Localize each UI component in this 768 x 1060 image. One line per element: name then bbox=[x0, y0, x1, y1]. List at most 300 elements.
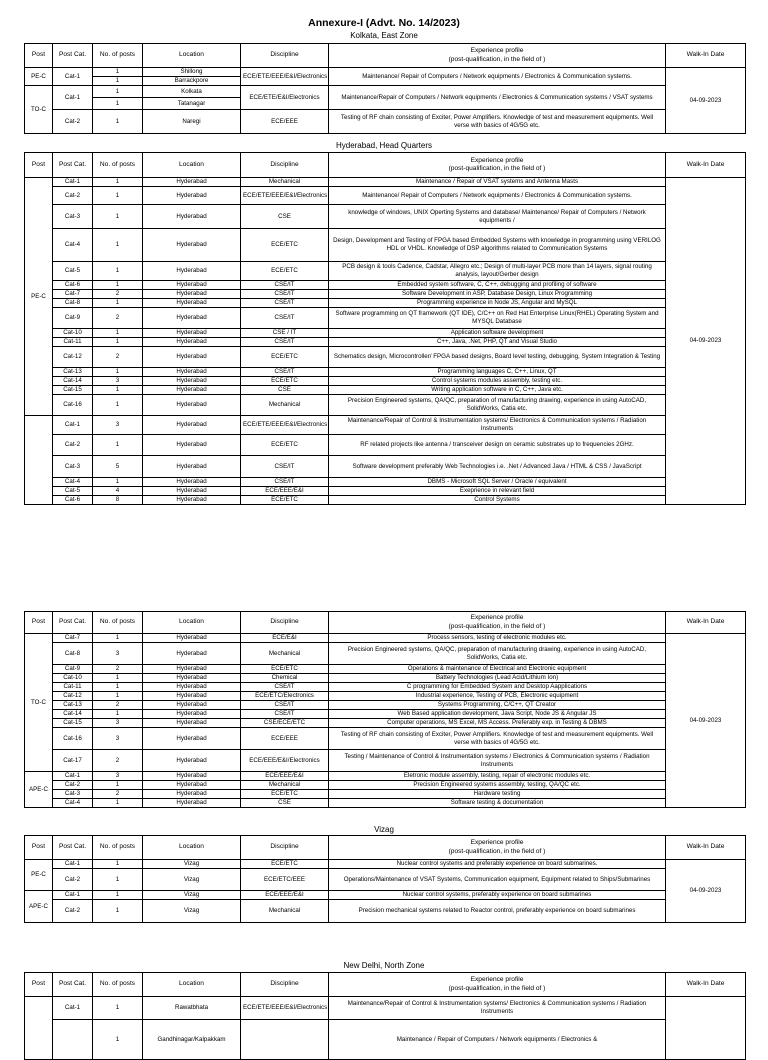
num-posts-cell: 1 bbox=[93, 386, 143, 395]
location-cell: Hyderabad bbox=[143, 281, 241, 290]
location-cell: Hyderabad bbox=[143, 701, 241, 710]
post-cell: APE-C bbox=[25, 891, 53, 923]
experience-cell: Design, Development and Testing of FPGA based Embedded Systems with knowledge in programming using VERILOG HDL or VHDL. Knowledge of DSP algorithms related to Communication Systems bbox=[329, 229, 666, 262]
table-row bbox=[25, 187, 746, 205]
post-cat-cell: Cat-2 bbox=[53, 110, 93, 134]
location-cell: Hyderabad bbox=[143, 187, 241, 205]
experience-cell: Application software development bbox=[329, 329, 666, 338]
post-cell bbox=[25, 416, 53, 505]
discipline-cell: ECE/EEE/E&I bbox=[241, 891, 329, 900]
header-experience-title: Experience profile bbox=[470, 976, 524, 984]
location-cell: Hyderabad bbox=[143, 338, 241, 347]
location-cell: Hyderabad bbox=[143, 634, 241, 643]
experience-cell: Maintenance/Repair of Control & Instrumentation systems/ Electronics & Communication systems / Radiation Instruments bbox=[329, 997, 666, 1020]
header-num-posts: No. of posts bbox=[93, 153, 143, 178]
table-row bbox=[25, 701, 746, 710]
num-posts-cell: 1 bbox=[93, 674, 143, 683]
experience-cell: Software programming on QT framework (QT IDE), C/C++ on Red Hat Enterprise Linux(RHEL) Operating System and MYSQL Database bbox=[329, 308, 666, 329]
num-posts-cell: 1 bbox=[93, 77, 143, 86]
post-cat-cell: Cat-10 bbox=[53, 329, 93, 338]
header-experience bbox=[329, 836, 666, 860]
header-location: Location bbox=[143, 836, 241, 860]
location-cell: Hyderabad bbox=[143, 710, 241, 719]
header-experience-subtitle: (post-qualification, in the field of ) bbox=[448, 984, 546, 992]
experience-cell: Maintenance / Repair of VSAT systems and Antenna Masts bbox=[329, 178, 666, 187]
experience-cell: Nuclear control systems and preferably experience on board submarines. bbox=[329, 860, 666, 869]
num-posts-cell: 3 bbox=[93, 416, 143, 435]
table-row bbox=[25, 643, 746, 665]
discipline-cell: Mechanical bbox=[241, 178, 329, 187]
header-experience-subtitle: (post-qualification, in the field of ) bbox=[448, 55, 546, 63]
posts-table bbox=[24, 152, 746, 505]
table-row bbox=[25, 997, 746, 1020]
table-row bbox=[25, 435, 746, 456]
table-row bbox=[25, 299, 746, 308]
post-cat-cell: Cat-12 bbox=[53, 692, 93, 701]
table-row bbox=[25, 290, 746, 299]
table-row bbox=[25, 377, 746, 386]
num-posts-cell: 1 bbox=[93, 395, 143, 416]
location-cell: Hyderabad bbox=[143, 781, 241, 790]
num-posts-cell: 1 bbox=[93, 187, 143, 205]
post-cat-cell: Cat-7 bbox=[53, 290, 93, 299]
table-row bbox=[25, 860, 746, 869]
document-title: Annexure-I (Advt. No. 14/2023) bbox=[308, 17, 460, 29]
discipline-cell: CSE bbox=[241, 205, 329, 229]
experience-cell: Embedded system software, C, C++, debugging and profiling of software bbox=[329, 281, 666, 290]
table-row bbox=[25, 634, 746, 643]
discipline-cell: ECE/ETC/EEE bbox=[241, 869, 329, 891]
discipline-cell: ECE/EEE/E&I bbox=[241, 772, 329, 781]
num-posts-cell: 2 bbox=[93, 665, 143, 674]
experience-cell: Maintenance/ Repair of Computers / Network equipments / Electronics & Communication systems. bbox=[329, 68, 666, 86]
discipline-cell: Mechanical bbox=[241, 395, 329, 416]
header-walkin-date: Walk-In Date bbox=[666, 612, 746, 634]
header-post-cat: Post Cat. bbox=[53, 836, 93, 860]
location-cell: Hyderabad bbox=[143, 229, 241, 262]
experience-cell: Control systems modules assembly, testing etc. bbox=[329, 377, 666, 386]
post-cat-cell: Cat-13 bbox=[53, 701, 93, 710]
table-row bbox=[25, 68, 746, 77]
post-cat-cell: Cat-14 bbox=[53, 710, 93, 719]
experience-cell: Maintenance / Repair of Computers / Network equipments / Electronics & bbox=[329, 1020, 666, 1060]
posts-table bbox=[24, 611, 746, 808]
zone-heading: Kolkata, East Zone bbox=[350, 31, 418, 40]
num-posts-cell: 1 bbox=[93, 478, 143, 487]
post-cat-cell: Cat-11 bbox=[53, 683, 93, 692]
header-experience-title: Experience profile bbox=[470, 47, 524, 55]
table-row bbox=[25, 308, 746, 329]
num-posts-cell: 2 bbox=[93, 790, 143, 799]
discipline-cell: ECE/ETC bbox=[241, 435, 329, 456]
discipline-cell: ECE/EEE bbox=[241, 728, 329, 750]
discipline-cell: CSE bbox=[241, 386, 329, 395]
location-cell: Hyderabad bbox=[143, 329, 241, 338]
table-row bbox=[25, 869, 746, 891]
post-cat-cell: Cat-1 bbox=[53, 891, 93, 900]
experience-cell: Operations & maintenance of Electrical and Electronic equipment bbox=[329, 665, 666, 674]
table-row bbox=[25, 487, 746, 496]
location-cell: Hyderabad bbox=[143, 377, 241, 386]
location-cell: Gandhinagar/Kalpakkam bbox=[143, 1020, 241, 1060]
post-cat-cell: Cat-2 bbox=[53, 187, 93, 205]
table-row bbox=[25, 229, 746, 262]
location-cell: Hyderabad bbox=[143, 728, 241, 750]
header-experience bbox=[329, 44, 666, 68]
experience-cell: Maintenance/Repair of Control & Instrumentation systems/ Electronics & Communication systems / Radiation Instruments bbox=[329, 416, 666, 435]
walkin-date-cell: 04-09-2023 bbox=[666, 68, 746, 134]
table-header-row bbox=[25, 153, 746, 178]
post-cat-cell: Cat-1 bbox=[53, 68, 93, 86]
post-cat-cell: Cat-11 bbox=[53, 338, 93, 347]
num-posts-cell: 1 bbox=[93, 710, 143, 719]
discipline-cell: Mechanical bbox=[241, 900, 329, 923]
discipline-cell: Chemical bbox=[241, 674, 329, 683]
location-cell: Hyderabad bbox=[143, 750, 241, 772]
experience-cell: RF related projects like antenna / transceiver design on ceramic substrates up to frequencies 2GHz. bbox=[329, 435, 666, 456]
location-cell: Hyderabad bbox=[143, 416, 241, 435]
experience-cell: Precision Engineered systems, QA/QC, preparation of manufacturing drawing, experience in using AutoCAD, SolidWorks, Catia etc. bbox=[329, 395, 666, 416]
experience-cell: C++, Java, .Net, PHP, QT and Visual Studio bbox=[329, 338, 666, 347]
discipline-cell: ECE/ETC bbox=[241, 496, 329, 505]
post-cat-cell: Cat-2 bbox=[53, 781, 93, 790]
num-posts-cell: 1 bbox=[93, 692, 143, 701]
location-cell: Hyderabad bbox=[143, 178, 241, 187]
header-post: Post bbox=[25, 153, 53, 178]
table-row bbox=[25, 772, 746, 781]
post-cat-cell: Cat-5 bbox=[53, 487, 93, 496]
post-cat-cell: Cat-8 bbox=[53, 643, 93, 665]
num-posts-cell: 1 bbox=[93, 683, 143, 692]
table-row bbox=[25, 1020, 746, 1060]
table-row bbox=[25, 205, 746, 229]
table-row bbox=[25, 86, 746, 98]
experience-cell: C programming for Embedded System and Desktop Aapplications bbox=[329, 683, 666, 692]
num-posts-cell: 3 bbox=[93, 643, 143, 665]
post-cell: TO-C bbox=[25, 634, 53, 772]
experience-cell: Software Development in ASP, Database Design, Linux Programming bbox=[329, 290, 666, 299]
num-posts-cell: 1 bbox=[93, 262, 143, 281]
header-experience bbox=[329, 973, 666, 997]
table-row bbox=[25, 750, 746, 772]
location-cell: Hyderabad bbox=[143, 347, 241, 368]
discipline-cell: CSE/IT bbox=[241, 308, 329, 329]
table-row bbox=[25, 799, 746, 808]
header-discipline: Discipline bbox=[241, 836, 329, 860]
zone-heading: Vizag bbox=[374, 825, 394, 834]
experience-cell: Hardware testing bbox=[329, 790, 666, 799]
num-posts-cell: 1 bbox=[93, 68, 143, 77]
location-cell: Rawatbhata bbox=[143, 997, 241, 1020]
num-posts-cell: 1 bbox=[93, 997, 143, 1020]
discipline-cell: CSE/IT bbox=[241, 710, 329, 719]
table-row bbox=[25, 683, 746, 692]
post-cat-cell: Cat-4 bbox=[53, 799, 93, 808]
post-cat-cell: Cat-13 bbox=[53, 368, 93, 377]
table-row bbox=[25, 790, 746, 799]
location-cell: Hyderabad bbox=[143, 205, 241, 229]
num-posts-cell: 4 bbox=[93, 487, 143, 496]
table-row bbox=[25, 728, 746, 750]
discipline-cell: ECE/EEE/E&I bbox=[241, 487, 329, 496]
header-post: Post bbox=[25, 973, 53, 997]
walkin-date-cell: 04-09-2023 bbox=[666, 634, 746, 808]
table-row bbox=[25, 692, 746, 701]
zone-heading: Hyderabad, Head Quarters bbox=[335, 141, 433, 150]
num-posts-cell: 1 bbox=[93, 634, 143, 643]
post-cell bbox=[25, 997, 53, 1060]
post-cat-cell: Cat-4 bbox=[53, 229, 93, 262]
discipline-cell: CSE/IT bbox=[241, 368, 329, 377]
num-posts-cell: 3 bbox=[93, 377, 143, 386]
discipline-cell: ECE/ETC bbox=[241, 262, 329, 281]
header-experience-title: Experience profile bbox=[470, 839, 524, 847]
post-cell: TO-C bbox=[25, 86, 53, 134]
post-cat-cell: Cat-17 bbox=[53, 750, 93, 772]
num-posts-cell: 1 bbox=[93, 781, 143, 790]
location-cell: Tatanagar bbox=[143, 98, 241, 110]
experience-cell: Precision Engineered systems assembly, testing, QA/QC etc. bbox=[329, 781, 666, 790]
post-cat-cell: Cat-15 bbox=[53, 719, 93, 728]
header-location: Location bbox=[143, 44, 241, 68]
location-cell: Hyderabad bbox=[143, 799, 241, 808]
post-cell: PE-C bbox=[25, 860, 53, 891]
experience-cell: Maintenance/ Repair of Computers / Network equipments / Electronics & Communication systems. bbox=[329, 187, 666, 205]
num-posts-cell: 1 bbox=[93, 1020, 143, 1060]
post-cell: APE-C bbox=[25, 772, 53, 808]
table-row bbox=[25, 900, 746, 923]
location-cell: Hyderabad bbox=[143, 395, 241, 416]
experience-cell: Writing application software in C, C++, Java etc. bbox=[329, 386, 666, 395]
location-cell: Hyderabad bbox=[143, 643, 241, 665]
table-row bbox=[25, 456, 746, 478]
location-cell: Naregi bbox=[143, 110, 241, 134]
experience-cell: Industrial experience, Testing of PCB, Electronic equipment bbox=[329, 692, 666, 701]
post-cat-cell: Cat-7 bbox=[53, 634, 93, 643]
table-row bbox=[25, 178, 746, 187]
num-posts-cell: 1 bbox=[93, 891, 143, 900]
location-cell: Hyderabad bbox=[143, 790, 241, 799]
discipline-cell: CSE/ECE/ETC bbox=[241, 719, 329, 728]
header-experience-subtitle: (post-qualification, in the field of ) bbox=[448, 622, 546, 630]
location-cell: Hyderabad bbox=[143, 665, 241, 674]
num-posts-cell: 1 bbox=[93, 338, 143, 347]
discipline-cell: CSE / IT bbox=[241, 329, 329, 338]
num-posts-cell: 1 bbox=[93, 368, 143, 377]
header-discipline: Discipline bbox=[241, 44, 329, 68]
num-posts-cell: 3 bbox=[93, 772, 143, 781]
discipline-cell: CSE/IT bbox=[241, 281, 329, 290]
discipline-cell: ECE/ETC bbox=[241, 860, 329, 869]
num-posts-cell: 1 bbox=[93, 178, 143, 187]
num-posts-cell: 2 bbox=[93, 347, 143, 368]
post-cat-cell: Cat-8 bbox=[53, 299, 93, 308]
table-row bbox=[25, 781, 746, 790]
table-header-row bbox=[25, 44, 746, 68]
location-cell: Hyderabad bbox=[143, 368, 241, 377]
discipline-cell: CSE/IT bbox=[241, 338, 329, 347]
discipline-cell: CSE/IT bbox=[241, 456, 329, 478]
header-walkin-date: Walk-In Date bbox=[666, 153, 746, 178]
table-header-row bbox=[25, 612, 746, 634]
posts-table bbox=[24, 835, 746, 923]
post-cat-cell: Cat-3 bbox=[53, 456, 93, 478]
header-experience-title: Experience profile bbox=[470, 614, 524, 622]
header-experience-subtitle: (post-qualification, in the field of ) bbox=[448, 847, 546, 855]
discipline-cell: ECE/ETE/EEE/E&I/Electronics bbox=[241, 68, 329, 86]
experience-cell: PCB design & tools Cadence, Cadstar, Allegro etc.; Design of multi-layer PCB more than 14 layers, signal routing analysis, layout/Gerber design bbox=[329, 262, 666, 281]
num-posts-cell: 1 bbox=[93, 98, 143, 110]
experience-cell: Schematics design, Microcontroller/ FPGA based designs, Board level testing, debugging, System Integration & Testing bbox=[329, 347, 666, 368]
header-post-cat: Post Cat. bbox=[53, 973, 93, 997]
table-row bbox=[25, 386, 746, 395]
location-cell: Hyderabad bbox=[143, 772, 241, 781]
discipline-cell: ECE/ETE/E&I/Electronics bbox=[241, 86, 329, 110]
post-cat-cell: Cat-1 bbox=[53, 997, 93, 1020]
discipline-cell: ECE/ETC bbox=[241, 229, 329, 262]
discipline-cell bbox=[241, 1020, 329, 1060]
header-experience bbox=[329, 612, 666, 634]
table-row bbox=[25, 891, 746, 900]
table-row bbox=[25, 368, 746, 377]
post-cat-cell: Cat-2 bbox=[53, 900, 93, 923]
experience-cell: Exeprience in relevant field bbox=[329, 487, 666, 496]
table-row bbox=[25, 674, 746, 683]
experience-cell: Maintenance/Repair of Computers / Network equipments / Electronics & Communication systems / VSAT systems bbox=[329, 86, 666, 110]
location-cell: Hyderabad bbox=[143, 487, 241, 496]
post-cat-cell: Cat-1 bbox=[53, 860, 93, 869]
table-header-row bbox=[25, 973, 746, 997]
header-discipline: Discipline bbox=[241, 153, 329, 178]
num-posts-cell: 3 bbox=[93, 728, 143, 750]
experience-cell: Web Based application development, Java Script, Node JS & Angular JS bbox=[329, 710, 666, 719]
experience-cell: Systems Programming, C/C++, QT Creator bbox=[329, 701, 666, 710]
post-cat-cell: Cat-2 bbox=[53, 869, 93, 891]
discipline-cell: ECE/ETC/Electronics bbox=[241, 692, 329, 701]
location-cell: Vizag bbox=[143, 869, 241, 891]
discipline-cell: Mechanical bbox=[241, 781, 329, 790]
posts-table bbox=[24, 972, 746, 1060]
num-posts-cell: 5 bbox=[93, 456, 143, 478]
location-cell: Hyderabad bbox=[143, 683, 241, 692]
discipline-cell: CSE/IT bbox=[241, 299, 329, 308]
header-location: Location bbox=[143, 612, 241, 634]
header-experience-subtitle: (post-qualification, in the field of ) bbox=[448, 165, 546, 172]
discipline-cell: ECE/ETE/EEE/E&I/Electronics bbox=[241, 416, 329, 435]
num-posts-cell: 1 bbox=[93, 205, 143, 229]
walkin-date-cell bbox=[666, 997, 746, 1060]
location-cell: Vizag bbox=[143, 891, 241, 900]
table-row bbox=[25, 665, 746, 674]
header-num-posts: No. of posts bbox=[93, 44, 143, 68]
location-cell: Vizag bbox=[143, 900, 241, 923]
post-cat-cell: Cat-16 bbox=[53, 728, 93, 750]
post-cat-cell: Cat-15 bbox=[53, 386, 93, 395]
experience-cell: Eletronic module assembly, testing, repair of electronic modules etc. bbox=[329, 772, 666, 781]
post-cat-cell: Cat-4 bbox=[53, 478, 93, 487]
table-header-row bbox=[25, 836, 746, 860]
post-cell: PE-C bbox=[25, 178, 53, 416]
header-num-posts: No. of posts bbox=[93, 973, 143, 997]
num-posts-cell: 1 bbox=[93, 860, 143, 869]
num-posts-cell: 1 bbox=[93, 110, 143, 134]
experience-cell: Testing of RF chain consisting of Exciter, Power Amplifiers. Knowledge of test and measurement equipments. Well verse with basics of 4G/5G etc. bbox=[329, 110, 666, 134]
header-experience-title: Experience profile bbox=[470, 156, 524, 164]
post-cat-cell: Cat-3 bbox=[53, 205, 93, 229]
discipline-cell: CSE bbox=[241, 799, 329, 808]
experience-cell: Software development preferably Web Technologies i.e. .Net / Advanced Java / HTML & CSS / JavaScript bbox=[329, 456, 666, 478]
location-cell: Vizag bbox=[143, 860, 241, 869]
location-cell: Hyderabad bbox=[143, 692, 241, 701]
header-post: Post bbox=[25, 836, 53, 860]
header-post: Post bbox=[25, 44, 53, 68]
experience-cell: Programming experience in Node JS, Angular and MySQL bbox=[329, 299, 666, 308]
num-posts-cell: 1 bbox=[93, 869, 143, 891]
num-posts-cell: 2 bbox=[93, 701, 143, 710]
location-cell: Hyderabad bbox=[143, 262, 241, 281]
discipline-cell: ECE/ETC bbox=[241, 377, 329, 386]
experience-cell: DBMS - Microsoft SQL Server / Oracle / equivalent bbox=[329, 478, 666, 487]
discipline-cell: ECE/EEE/E&I/Electronics bbox=[241, 750, 329, 772]
post-cat-cell: Cat-9 bbox=[53, 308, 93, 329]
walkin-date-cell: 04-09-2023 bbox=[666, 860, 746, 923]
post-cat-cell: Cat-1 bbox=[53, 772, 93, 781]
header-location: Location bbox=[143, 973, 241, 997]
num-posts-cell: 3 bbox=[93, 719, 143, 728]
post-cell: PE-C bbox=[25, 68, 53, 86]
num-posts-cell: 8 bbox=[93, 496, 143, 505]
discipline-cell: ECE/ETC bbox=[241, 790, 329, 799]
experience-cell: knowledge of windows, UNIX Operting Systems and database/ Maintenance/ Repair of Computers / Network equipments / bbox=[329, 205, 666, 229]
post-cat-cell: Cat-2 bbox=[53, 435, 93, 456]
location-cell: Hyderabad bbox=[143, 719, 241, 728]
num-posts-cell: 1 bbox=[93, 435, 143, 456]
table-row bbox=[25, 262, 746, 281]
header-post: Post bbox=[25, 612, 53, 634]
num-posts-cell: 1 bbox=[93, 900, 143, 923]
table-row bbox=[25, 329, 746, 338]
location-cell: Hyderabad bbox=[143, 308, 241, 329]
discipline-cell: CSE/IT bbox=[241, 683, 329, 692]
header-walkin-date: Walk-In Date bbox=[666, 973, 746, 997]
location-cell: Hyderabad bbox=[143, 386, 241, 395]
header-post-cat: Post Cat. bbox=[53, 153, 93, 178]
experience-cell: Programming languages C, C++, Linux, QT bbox=[329, 368, 666, 377]
header-discipline: Discipline bbox=[241, 973, 329, 997]
location-cell: Hyderabad bbox=[143, 496, 241, 505]
experience-cell: Precision mechanical systems related to Reactor control, preferably experience on board submarines bbox=[329, 900, 666, 923]
location-cell: Hyderabad bbox=[143, 435, 241, 456]
table-row bbox=[25, 478, 746, 487]
experience-cell: Nuclear control systems, preferably experience on board submarines bbox=[329, 891, 666, 900]
table-row bbox=[25, 496, 746, 505]
post-cat-cell: Cat-5 bbox=[53, 262, 93, 281]
post-cat-cell: Cat-12 bbox=[53, 347, 93, 368]
location-cell: Hyderabad bbox=[143, 456, 241, 478]
experience-cell: Control Systems bbox=[329, 496, 666, 505]
num-posts-cell: 1 bbox=[93, 281, 143, 290]
num-posts-cell: 2 bbox=[93, 750, 143, 772]
location-cell: Shillong bbox=[143, 68, 241, 77]
header-discipline: Discipline bbox=[241, 612, 329, 634]
discipline-cell: ECE/ETE/EEE/E&I/Electronics bbox=[241, 997, 329, 1020]
header-post-cat: Post Cat. bbox=[53, 44, 93, 68]
experience-cell: Precision Engineered systems, QA/QC, preparation of manufacturing drawing, experience in using AutoCAD, SolidWorks, Catia etc. bbox=[329, 643, 666, 665]
discipline-cell: ECE/E&I bbox=[241, 634, 329, 643]
post-cat-cell: Cat-16 bbox=[53, 395, 93, 416]
post-cat-cell bbox=[53, 1020, 93, 1060]
discipline-cell: CSE/IT bbox=[241, 701, 329, 710]
